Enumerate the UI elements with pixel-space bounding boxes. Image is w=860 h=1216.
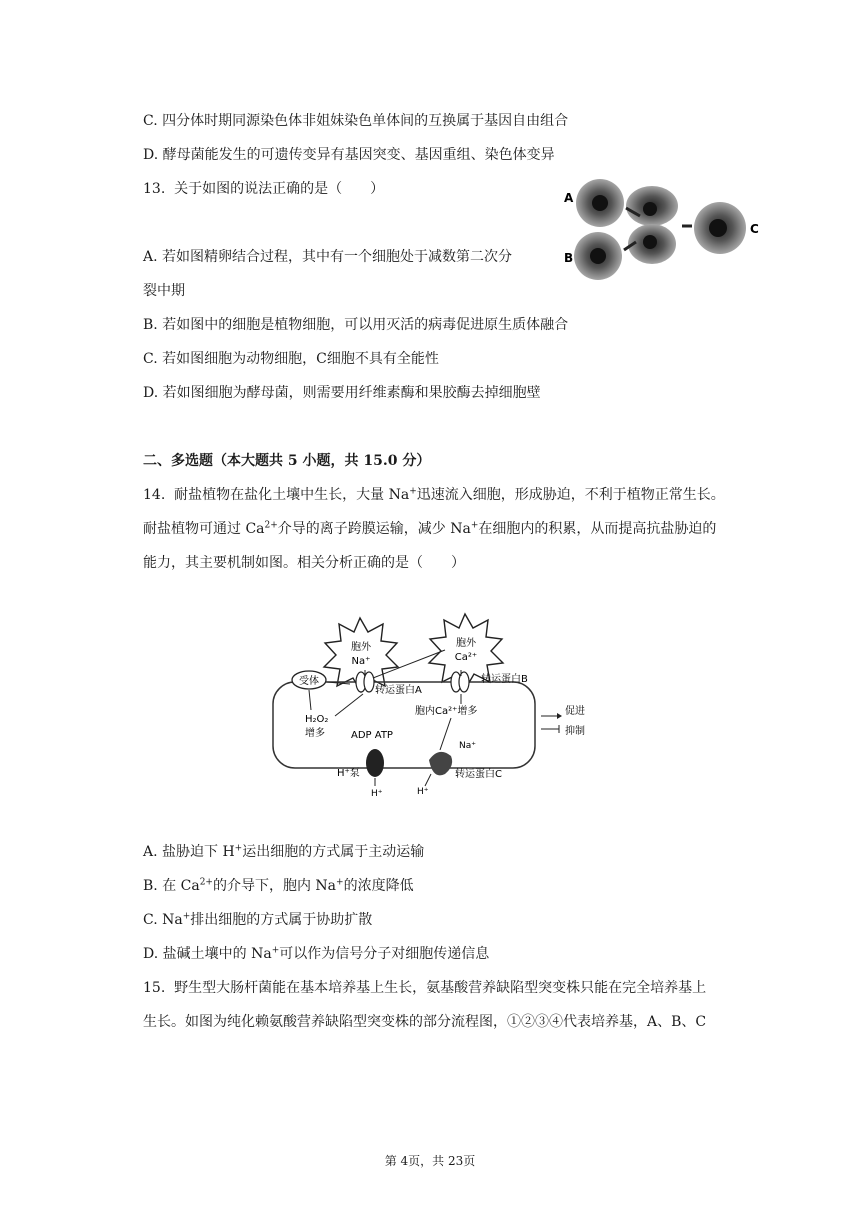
na-out-label-2: Na⁺ <box>351 656 371 667</box>
option-a-q13-line2: 裂中期 <box>143 283 185 299</box>
question-14-stem-line1: 14. 耐盐植物在盐化土壤中生长，大量 Na+迅速流入细胞，形成胁迫，不利于植物正常生长。 <box>143 486 725 503</box>
page-footer: 第 4页，共 23页 <box>384 1154 476 1168</box>
h-pump-label: H⁺泵 <box>337 768 360 779</box>
option-d-q13: D. 若如图细胞为酵母菌，则需要用纤维素酶和果胶酶去掉细胞壁 <box>143 385 541 401</box>
legend-inhibit: 抑制 <box>565 726 585 737</box>
question-15-stem-line1: 15. 野生型大肠杆菌能在基本培养基上生长，氨基酸营养缺陷型突变株只能在完全培养基上 <box>143 980 707 996</box>
transporter-c-label: 转运蛋白C <box>455 769 502 780</box>
option-a-q13-line1: A. 若如图精卵结合过程，其中有一个细胞处于减数第二次分 <box>143 249 513 265</box>
na-out-label-1: 胞外 <box>351 642 371 653</box>
option-d-q14: D. 盐碱土壤中的 Na+可以作为信号分子对细胞传递信息 <box>143 945 490 962</box>
legend-promote: 促进 <box>565 706 585 717</box>
question-15-stem-line2: 生长。如图为纯化赖氨酸营养缺陷型突变株的部分流程图，①②③④代表培养基，A、B、C <box>143 1014 707 1030</box>
option-c-q13: C. 若如图细胞为动物细胞，C细胞不具有全能性 <box>143 351 439 367</box>
transporter-a-label: 转运蛋白A <box>375 685 422 696</box>
h2o2-label: H₂O₂ <box>305 714 329 725</box>
question-14-stem-line2: 耐盐植物可通过 $Ca^{2+}$介导的离子跨膜运输，减少 Na+在细胞内的积累，从而提高抗盐胁迫的 <box>143 520 717 537</box>
option-c-q12: C. 四分体时期同源染色体非姐妹染色单体间的互换属于基因自由组合 <box>143 113 569 129</box>
h-plus-out-1: H⁺ <box>371 789 383 799</box>
option-d-q12: D. 酵母菌能发生的可遗传变异有基因突变、基因重组、染色体变异 <box>143 147 555 163</box>
h2o2-increase-label: 增多 <box>305 728 325 739</box>
receptor-label: 受体 <box>299 676 319 687</box>
ca-out-label-2: Ca²⁺ <box>454 652 478 663</box>
option-c-q14: C. Na+排出细胞的方式属于协助扩散 <box>143 911 373 928</box>
ca-in-label: 胞内Ca²⁺增多 <box>415 706 478 717</box>
na-in-label: Na⁺ <box>459 741 476 751</box>
question-14-stem-line3: 能力，其主要机制如图。相关分析正确的是（ ） <box>143 555 465 571</box>
transporter-b-label: 转运蛋白B <box>481 674 528 685</box>
adp-atp-label: ADP ATP <box>351 730 393 741</box>
cell-fusion-figure <box>560 176 760 286</box>
section-heading: 二、多选题（本大题共 5 小题，共 15.0 分） <box>143 453 431 469</box>
label-b: B <box>564 251 574 265</box>
h-plus-out-2: H⁺ <box>417 787 429 797</box>
question-13-stem: 13. 关于如图的说法正确的是（ ） <box>143 181 385 197</box>
h-pump-shape <box>366 749 384 777</box>
label-a: A <box>564 191 574 205</box>
ca-out-label-1: 胞外 <box>456 638 476 649</box>
salt-stress-mechanism-figure <box>265 610 625 800</box>
option-a-q14: A. 盐胁迫下 H+运出细胞的方式属于主动运输 <box>143 843 425 860</box>
label-c: C <box>750 222 759 236</box>
option-b-q14: B. 在 $Ca^{2+}$的介导下，胞内 Na+的浓度降低 <box>143 877 414 894</box>
transporter-c-shape <box>429 752 452 776</box>
option-b-q13: B. 若如图中的细胞是植物细胞，可以用灭活的病毒促进原生质体融合 <box>143 317 569 333</box>
